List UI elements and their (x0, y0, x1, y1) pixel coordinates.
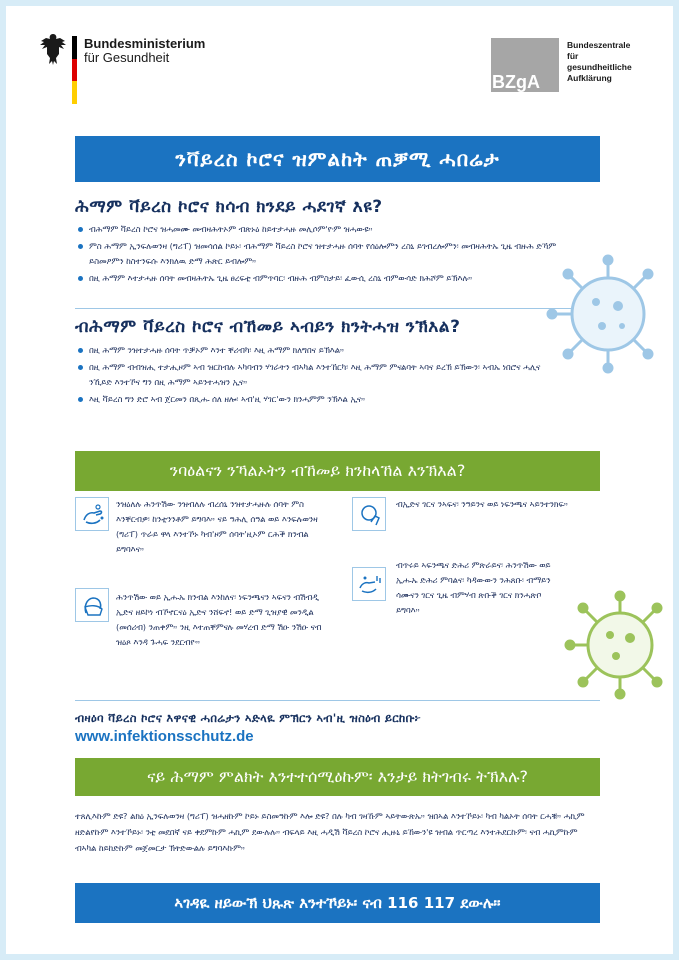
list-item: በዚ ሕማም እተታሓዙ ሰባት መብዛሕትኡ ጊዜ ፀረፍቲ ብምጥባር፡ ብዙሕ ብምስታይ፡ ፈውሲ ረስኒ ብምውሳድ ክሕሾም ይኽእሉ። (75, 271, 569, 286)
tip-cover-text: ሕንጥሽው ወይ ኢሑኡ ክንብል እንከለና፡ ነፍንጫናን ኣፍናን ብሽብዲ ኢድና ዘይኮነ ብኾኖርናዕ ኢድና ንሸፍኖ! ወይ ድማ ጊዝያዊ መንዲል (መሰሪብ) ንጠቀም። ንዚ እተጠቐምናሉ መሃረብ ድማ ሽዑ ንሽዑ ናብ ዝዕጾ እንዳ ጉሓፍ ንደርብዮ። (116, 592, 322, 647)
wash-hands-icon-box (352, 567, 386, 601)
ministry-line-2: für Gesundheit (84, 50, 170, 65)
list-item: በዚ ሕማም ብብዝሒ ተታሒዞም ኣብ ዝርከብሉ ኣካባብን ሃገራትን ብኣካል እንተኸርካ፡ እዚ ሕማም ምናልባት ኣባና ይረኽ ይኽውን፡ ኣብኡ ነበሮና ሓሊና ንኺይድ እንተኾና ግን በዚ ሕማም ኣይንተሓዝን ኢና። (75, 360, 549, 390)
virus-illustration-green (560, 590, 670, 700)
hand-wash-icon-box (75, 497, 109, 531)
bzga-logo-text: BZgA (492, 72, 540, 92)
sneeze-icon-box (75, 588, 109, 622)
list-item: ምስ ሕማም ኢንፍሉወንዛ (ግሪፐ) ዝመሳሰል ኮይኑ፡ ብሕማም ቫይረስ ኮሮና ዝተታሓዙ ሰባት የሰዕሎምን ረስኒ ይገብረሎምን፡ መብዛሕትኡ ጊዜ ብዙሕ ድኻም ይስመዖምን ከስተንፍሱ እንክለዉ ድማ ሕጽር ይብሎም። (75, 239, 559, 269)
face-touch-icon-box (352, 497, 386, 531)
bzga-line-1: Bundeszentrale (567, 40, 631, 50)
sneeze-icon (80, 593, 106, 619)
section2-heading: ብሕማም ቫይረስ ኮሮና ብኸመይ ኣብይን ክንትሓዝ ንኽእል? (75, 317, 461, 337)
ministry-line-1: Bundesministerium (84, 36, 206, 51)
section3-heading-banner: ንባዕልናን ንኻልኦትን ብኸመይ ክንከላኸል እንኽእል? (75, 451, 600, 491)
divider (75, 308, 600, 309)
tip-distance-text: ንዝዕለሉ ሕንጥሽው ንዝብለሉ ብረሰኒ ንዝተታሓዙሉ ሰባት ምስ እንቐርብዎ፡ ከንቲንንቶም ይግባእ። ናይ ዓሕሊ ሰዓል ወይ እንፍሉወንዛ (ግሪፐ) ጥራይ ዋላ እንተኾኑ ካብ'ዞም ሰባት'ዚኦም ርሕቕ ክንብል ይግባእና። (116, 499, 318, 554)
info-link[interactable]: www.infektionsschutz.de (75, 728, 254, 745)
list-item: ብሕማም ቫይረስ ኮሮና ዝሓመሙ መብዛሕትኦም ብጽኑዕ ከይተታሓዙ መሊሶም'ዮም ዝሓውዩ። (75, 222, 549, 237)
german-flag (72, 36, 77, 104)
virus-illustration-blue (538, 254, 658, 374)
list-item: እዚ ቫይረስ ግን ድሮ ኣብ ጀርመን በጺሑ ሰለ ዘሎ፡ ኣብ'ዚ ሃገር'ውን ክንሓምም ንኽእል ኢና። (75, 392, 549, 407)
ministry-logo-text (84, 37, 205, 65)
section1-heading: ሕማም ቫይረስ ኮሮና ክሳብ ክንደይ ሓደገኛ እዩ? (75, 197, 383, 217)
info-text: ብዛዕባ ቫይረስ ኮሮና እዋናዊ ሓበሬታን ኣድላዪ ምኽርን ኣብ'ዚ ዝስዕብ ይርከቡ፦ (75, 711, 422, 725)
federal-eagle-icon (38, 32, 68, 66)
tip-wash-text: ብጥሩይ ኣፍንጫና ድሕሪ ምጽራይና፡ ሕንጥሽው ወይ ኢሑኡ ድሕሪ ምባልና፡ ካዳውውን ንሕጸቡ፡ ብማይን ሳሙናን ገርና ጊዜ ብምሃብ ጽቡቕ ገርና ክንሓጽቦ ይግባእ። (396, 560, 551, 615)
section1-list (75, 222, 595, 288)
hand-wash-icon (80, 502, 106, 528)
list-item: በዚ ሕማም ንዝተታሓዙ ሰባት ጥቓኦም እንተ ቐሪብካ፡ እዚ ሕማም ክለግበና ይኽእል። (75, 343, 399, 358)
emergency-number-banner: ኣገዳዪ ዘይውኽ ህጹጽ እንተኾይኑ፡ ናብ 116 117 ደውሉ። (75, 883, 600, 923)
section4-paragraph: ተጸሊእኩም ድዩ? ልክዕ ኢንፍሉወንዛ (ግሪፐ) ዝሓዘኩም ኮይኑ ይስመዓኩም እሎ ድዩ? በሉ ካብ ገዛኹም ኣይትውጽኡ። ዝበኣል እንተኾይኑ፡ ካብ ካልኦት ሰባት ርሓቑ። ሓኪም ዘድልየኩም እንተኾይኑ፡ ንቲ መደበኛ ናይ ቀደምኩም ሓኪም ደውሉሉ። ብፍላይ እዚ ሓዲሽ ቫይረስ ኮሮና ሒዙኒ ይኸውን'ዩ ዝብል ጥርጣረ እንተሕደርኩም፡ ናብ ሓኪምኩም ብኣካል ከይከድኩም መጀመርታ ኽትድውልሉ ይግባእኩም። (75, 811, 585, 853)
section4-heading-banner: ናይ ሕማም ምልክት እንተተሰሚዕኩም፡ እንታይ ክትገብሩ ትኽእሉ? (75, 758, 600, 796)
tip-no-touch-text: ብኢድና ገርና ንኣፍና፡ ንዓይንና ወይ ነፍንጫና ኣይንተንክፍ። (396, 499, 568, 509)
face-touch-icon (357, 502, 383, 528)
section2-list (75, 343, 595, 409)
title-banner: ንቫይረስ ኮሮና ዝምልከት ጠቓሚ ሓበሬታ (75, 136, 600, 182)
bzga-name (567, 40, 657, 84)
divider (75, 700, 600, 701)
wash-hands-icon (357, 572, 383, 598)
bzga-line-3: gesundheitliche (567, 62, 632, 72)
bzga-line-2: für (567, 51, 579, 61)
bzga-line-4: Aufklärung (567, 73, 612, 83)
